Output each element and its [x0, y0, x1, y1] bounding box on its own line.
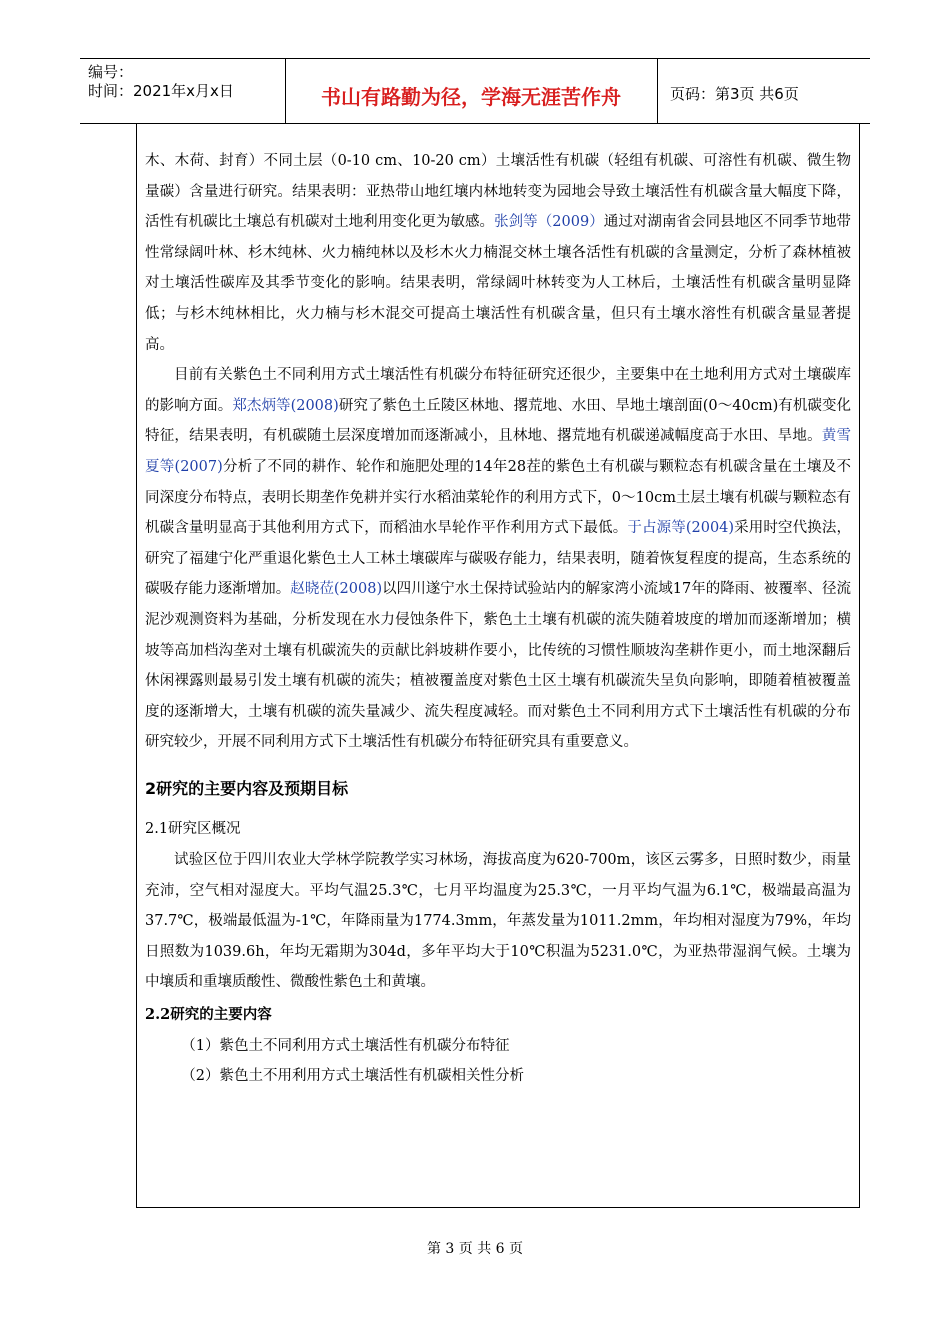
content-box [136, 124, 860, 1208]
paragraph [145, 360, 851, 758]
paragraph: 试验区位于四川农业大学林学院教学实习林场，海拔高度为620-700m，该区云雾多，日照时数少，雨量充沛，空气相对湿度大。平均气温25.3℃，七月平均温度为25.3℃，一月平均气温为6.1℃，极端最高温为37.7℃，极端最低温为-1℃，年降雨量为1774.3mm，年蒸发量为1011.2mm，年均相对湿度为79%，年均日照数为1039.6h，年均无霜期为304d，多年平均大于10℃积温为5231.0℃，为亚热带湿润气候。土壤为中壤质和重壤质酸性、微酸性紫色土和黄壤。 [145, 852, 851, 991]
number-label: 编号： [88, 63, 134, 81]
citation: 赵晓莅(2008) [290, 581, 383, 598]
page-header [80, 58, 870, 124]
section-heading: 2研究的主要内容及预期目标 [145, 778, 349, 798]
paragraph [145, 146, 851, 360]
header-meta [88, 63, 234, 101]
citation: 黄雪夏等(2007) [145, 428, 852, 475]
list-item: （1）紫色土不同利用方式土壤活性有机碳分布特征 [181, 1037, 510, 1054]
citation: 郑杰炳等(2008) [232, 397, 339, 414]
paragraph-text: 木、木荷、封育）不同土层（0-10 cm、10-20 cm）土壤活性有机碳（轻组有机碳、可溶性有机碳、微生物量碳）含量进行研究。结果表明：亚热带山地红壤内林地转变为园地会导致土壤活性有机碳含量大幅度下降，活性有机碳比土壤总有机碳对土地利用变化更为敏感。 [145, 153, 851, 231]
time-label: 时间：2021年x月x日 [88, 82, 234, 100]
list-item: （2）紫色土不用利用方式土壤活性有机碳相关性分析 [181, 1068, 524, 1085]
header-divider [657, 59, 658, 123]
citation: 于占源等(2004) [627, 520, 735, 537]
paragraph-text: 分析了不同的耕作、轮作和施肥处理的14年28茬的紫色土有机碳与颗粒态有机碳含量在土壤及不同深度分布特点，表明长期垄作免耕并实行水稻油菜轮作的利用方式下，0～10cm土层土壤有机碳与颗粒态有机碳含量明显高于其他利用方式下，而稻油水旱轮作平作利用方式下最低。 [145, 458, 851, 537]
paragraph-text: 采用时空代换法，研究了福建宁化严重退化紫色土人工林土壤碳库与碳吸存能力，结果表明，随着恢复程度的提高，生态系统的碳吸存能力逐渐增加。 [145, 520, 852, 598]
citation: 张剑等（2009） [494, 214, 604, 231]
subsection-heading: 2.2研究的主要内容 [145, 1006, 272, 1024]
paragraph-text: 以四川遂宁水土保持试验站内的解家湾小流域17年的降雨、被覆率、径流泥沙观测资料为基础，分析发现在水力侵蚀条件下，紫色土土壤有机碳的流失随着坡度的增加而逐渐增加；横坡等高加档沟垄对土壤有机碳流失的贡献比斜坡耕作要小，比传统的习惯性顺坡沟垄耕作更小，而土地深翻后休闲裸露则最易引发土壤有机碳的流失；植被覆盖度对紫色土区土壤有机碳流失呈负向影响，即随着植被覆盖度的逐渐增大，土壤有机碳的流失量减少、流失程度减轻。而对紫色土不同利用方式下土壤活性有机碳的分布研究较少，开展不同利用方式下土壤活性有机碳分布特征研究具有重要意义。 [145, 581, 852, 751]
page-footer: 第 3 页 共 6 页 [426, 1241, 524, 1257]
header-page-info: 页码：第3页 共6页 [670, 85, 799, 103]
header-motto: 书山有路勤为径，学海无涯苦作舟 [321, 85, 621, 109]
paragraph-text: 通过对湖南省会同县地区不同季节地带性常绿阔叶林、杉木纯林、火力楠纯林以及杉木火力楠混交林土壤各活性有机碳的含量测定，分析了森林植被对土壤活性碳库及其季节变化的影响。结果表明，常绿阔叶林转变为人工林后，土壤活性有机碳含量明显降低；与杉木纯林相比，火力楠与杉木混交可提高土壤活性有机碳含量，但只有土壤水溶性有机碳含量显著提高。 [145, 214, 852, 353]
paragraph-text: 目前有关紫色土不同利用方式土壤活性有机碳分布特征研究还很少，主要集中在土地利用方式对土壤碳库的影响方面。 [145, 367, 851, 414]
subsection-heading: 2.1研究区概况 [145, 821, 241, 838]
paragraph-text: 研究了紫色土丘陵区林地、撂荒地、水田、旱地土壤剖面(0～40cm)有机碳变化特征，结果表明，有机碳随土层深度增加而逐渐减小，且林地、撂荒地有机碳递减幅度高于水田、旱地。 [145, 397, 852, 445]
